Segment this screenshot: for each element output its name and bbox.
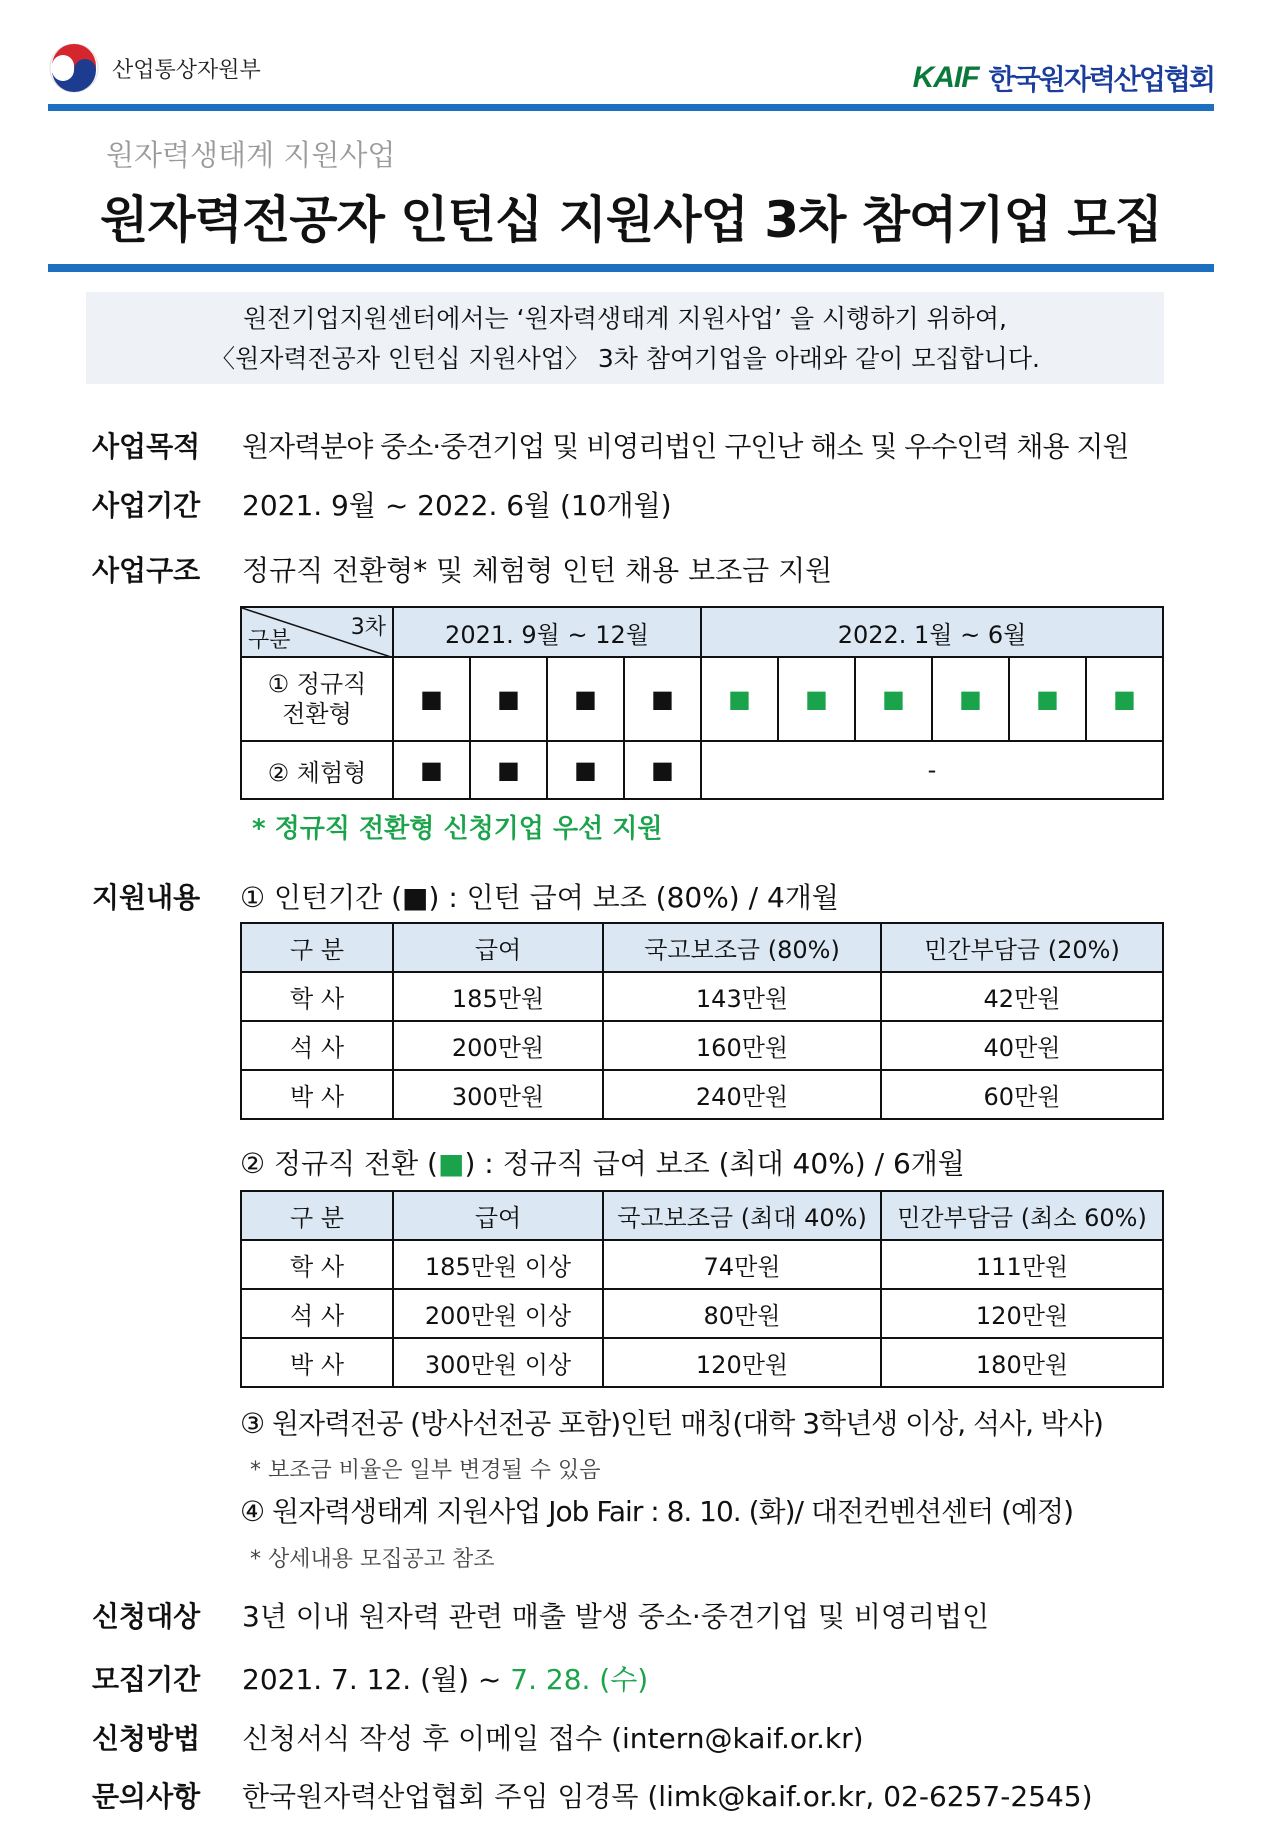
cell: 석 사 [241,1289,393,1338]
table-row [241,1240,1163,1289]
schedule-col-2022: 2022. 1월 ~ 6월 [701,607,1163,657]
kaif-logo-mark: KAIF [912,61,979,94]
square-black-icon: ■ [547,741,624,799]
cell: 60만원 [881,1070,1163,1119]
recruit-value [242,1658,648,1698]
contact-label: 문의사항 [92,1780,201,1813]
cell: 석 사 [241,1021,393,1070]
corner-bottom-label: 구분 [248,628,291,653]
square-green-icon: ■ [932,657,1009,741]
ministry-name: 산업통상자원부 [112,57,261,83]
target-value: 3년 이내 원자력 관련 매출 발생 중소·중견기업 및 비영리법인 [242,1600,990,1633]
structure-value: 정규직 전환형* 및 체험형 인턴 채용 보조금 지원 [242,554,833,587]
kaif-name: 한국원자력산업협회 [988,63,1214,96]
table2-header-0: 구 분 [241,1191,393,1240]
row1-line2: 전환형 [282,700,352,728]
square-black-icon: ■ [624,657,701,741]
item2-prefix: ② 정규직 전환 ( [240,1147,438,1180]
cell: 180만원 [881,1338,1163,1387]
cell: 300만원 [393,1070,603,1119]
schedule-row-regular-label [241,657,393,741]
intern-pay-table [240,922,1164,1120]
table2-header-3: 민간부담금 (최소 60%) [881,1191,1163,1240]
method-label: 신청방법 [92,1722,201,1755]
cell: 40만원 [881,1021,1163,1070]
structure-label: 사업구조 [92,554,201,587]
recruit-row [92,1658,648,1698]
cell: 143만원 [603,972,881,1021]
table-row [241,1338,1163,1387]
title-divider [48,264,1214,272]
target-row [92,1595,989,1635]
cell: 160만원 [603,1021,881,1070]
schedule-col-2021: 2021. 9월 ~ 12월 [393,607,701,657]
support-item-1 [240,876,839,916]
cell: 300만원 이상 [393,1338,603,1387]
square-green-icon: ■ [1086,657,1163,741]
square-green-icon: ■ [855,657,932,741]
cell: 111만원 [881,1240,1163,1289]
table-row [241,1289,1163,1338]
support-item-3: ③ 원자력전공 (방사선전공 포함)인턴 매칭(대학 3학년생 이상, 석사, 박사) [240,1407,1103,1440]
schedule-note: * 정규직 전환형 신청기업 우선 지원 [252,814,663,844]
regular-pay-table [240,1190,1164,1388]
square-black-icon: ■ [470,741,547,799]
header [48,40,1214,114]
support-label-row [92,876,242,916]
schedule-empty-cell: - [701,741,1163,799]
table1-header-3: 민간부담금 (20%) [881,923,1163,972]
square-green-icon: ■ [1009,657,1086,741]
table1-header-2: 국고보조금 (80%) [603,923,881,972]
cell: 120만원 [881,1289,1163,1338]
cell: 80만원 [603,1289,881,1338]
recruit-start: 2021. 7. 12. (월) ~ [242,1663,511,1696]
item1-prefix: ① 인턴기간 ( [240,881,403,914]
cell: 42만원 [881,972,1163,1021]
recruit-label: 모집기간 [92,1663,201,1696]
page-title: 원자력전공자 인턴십 지원사업 3차 참여기업 모집 [100,191,1162,249]
kaif-logo-group [913,58,1214,98]
contact-row [92,1775,1093,1815]
table-row [241,972,1163,1021]
square-black-icon: ■ [402,881,429,914]
purpose-label: 사업목적 [92,430,201,463]
cell: 200만원 이상 [393,1289,603,1338]
square-black-icon: ■ [393,657,470,741]
period-label: 사업기간 [92,489,201,522]
intro-line-1: 원전기업지원센터에서는 ‘원자력생태계 지원사업’ 을 시행하기 위하여, [243,304,1007,333]
square-black-icon: ■ [470,657,547,741]
purpose-value: 원자력분야 중소·중견기업 및 비영리법인 구인난 해소 및 우수인력 채용 지원 [242,430,1129,463]
item1-suffix: ) : 인턴 급여 보조 (80%) / 4개월 [428,881,839,914]
item2-suffix: ) : 정규직 급여 보조 (최대 40%) / 6개월 [464,1147,965,1180]
cell: 185만원 이상 [393,1240,603,1289]
square-green-icon: ■ [778,657,855,741]
recruit-end: 7. 28. (수) [510,1663,649,1696]
method-row [92,1717,864,1757]
square-green-icon: ■ [701,657,778,741]
support-item-2 [240,1142,965,1182]
table2-header-1: 급여 [393,1191,603,1240]
row1-line1: ① 정규직 [267,670,367,698]
ministry-logo-group [48,40,261,96]
page-subtitle: 원자력생태계 지원사업 [106,138,396,172]
schedule-table [240,606,1164,800]
table1-header-0: 구 분 [241,923,393,972]
target-label: 신청대상 [92,1600,201,1633]
taegeuk-logo-icon [48,42,100,94]
purpose-row [92,425,1129,465]
cell: 박 사 [241,1070,393,1119]
table1-header-1: 급여 [393,923,603,972]
support-note-3: * 보조금 비율은 일부 변경될 수 있음 [250,1458,601,1483]
support-label: 지원내용 [92,881,201,914]
cell: 박 사 [241,1338,393,1387]
corner-top-label: 3차 [350,615,386,640]
cell: 200만원 [393,1021,603,1070]
cell: 240만원 [603,1070,881,1119]
intro-line-2: 〈원자력전공자 인턴십 지원사업〉 3차 참여기업을 아래와 같이 모집합니다. [210,344,1040,373]
support-note-4: * 상세내용 모집공고 참조 [250,1547,495,1572]
schedule-corner-cell [241,607,393,657]
cell: 학 사 [241,972,393,1021]
table-row [241,1070,1163,1119]
cell: 120만원 [603,1338,881,1387]
cell: 학 사 [241,1240,393,1289]
period-value: 2021. 9월 ~ 2022. 6월 (10개월) [242,489,672,522]
contact-value: 한국원자력산업협회 주임 임경목 (limk@kaif.or.kr, 02-6257-2545) [242,1780,1093,1813]
square-black-icon: ■ [393,741,470,799]
square-green-icon: ■ [437,1147,465,1180]
support-item-4: ④ 원자력생태계 지원사업 Job Fair : 8. 10. (화)/ 대전컨벤션센터 (예정) [240,1495,1074,1528]
table-row [241,1021,1163,1070]
square-black-icon: ■ [547,657,624,741]
cell: 185만원 [393,972,603,1021]
structure-row [92,549,832,589]
intro-box [86,292,1164,384]
table2-header-2: 국고보조금 (최대 40%) [603,1191,881,1240]
top-divider [48,104,1214,111]
schedule-row-experience-label: ② 체험형 [241,741,393,799]
cell: 74만원 [603,1240,881,1289]
period-row [92,484,672,524]
method-value: 신청서식 작성 후 이메일 접수 (intern@kaif.or.kr) [242,1722,864,1755]
square-black-icon: ■ [624,741,701,799]
